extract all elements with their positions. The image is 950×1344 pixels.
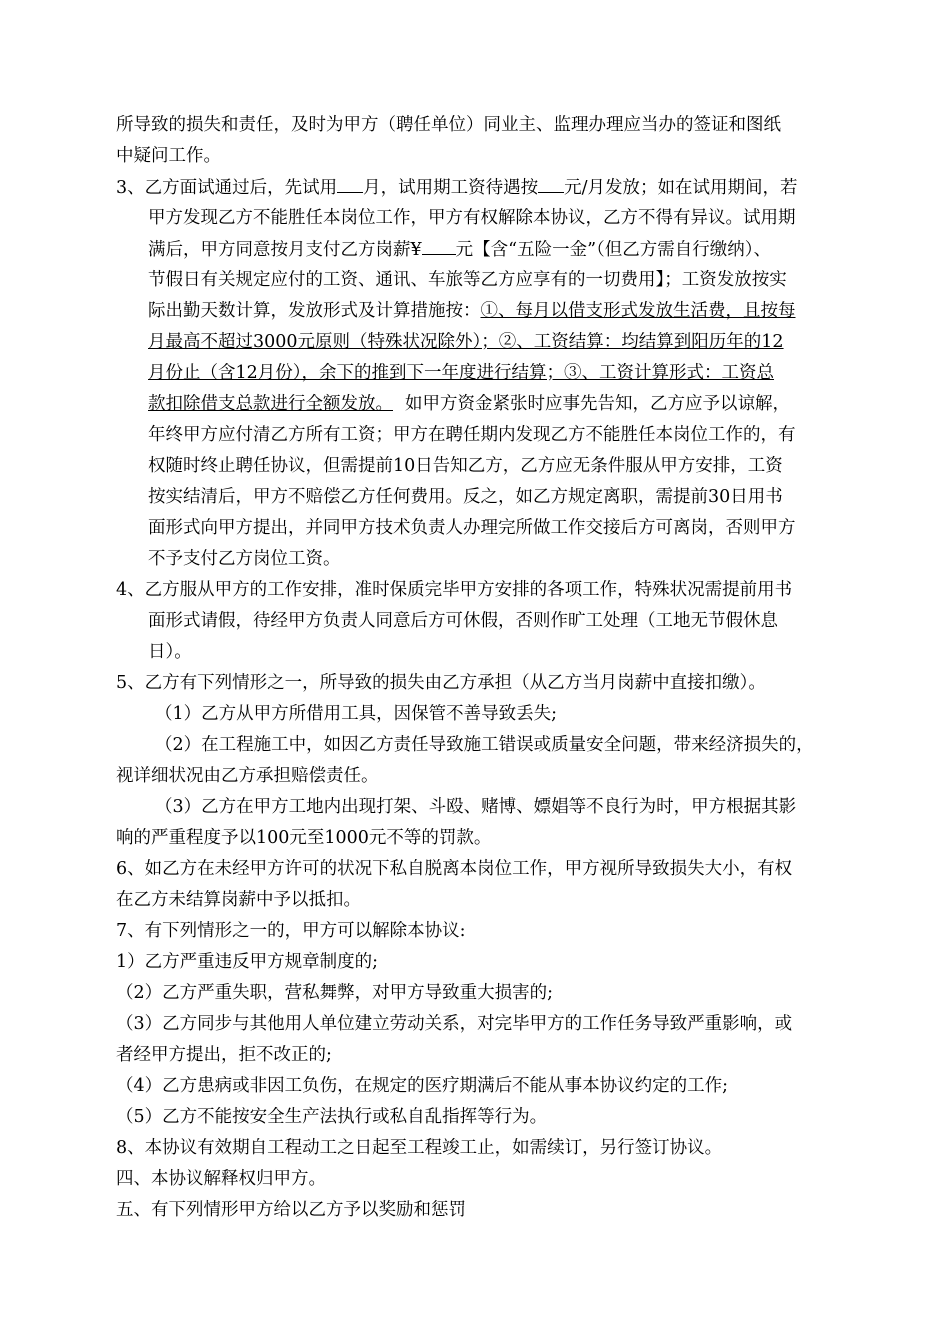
text-line: 年终甲方应付清乙方所有工资；甲方在聘任期内发现乙方不能胜任本岗位工作的，有 <box>148 425 796 445</box>
text-line: （4）乙方患病或非因工负伤，在规定的医疗期满后不能从事本协议约定的工作; <box>116 1076 729 1096</box>
text-line: 4、乙方服从甲方的工作安排，准时保质完毕甲方安排的各项工作，特殊状况需提前用书 <box>116 580 793 600</box>
text-line: 6、如乙方在未经甲方许可的状况下私自脱离本岗位工作，甲方视所导致损失大小，有权 <box>116 859 793 879</box>
text-line: 节假日有关规定应付的工资、通讯、车旅等乙方应享有的一切费用】；工资发放按实 <box>148 270 787 290</box>
text-line <box>148 298 796 324</box>
text-line: 不予支付乙方岗位工资。 <box>148 549 341 569</box>
text-segment: 3、乙方面试通过后，先试用 <box>116 178 338 198</box>
text-line: （3）乙方在甲方工地内出现打架、斗殴、赌博、嫖娼等不良行为时，甲方根据其影 <box>155 797 797 817</box>
text-line: 所导致的损失和责任，及时为甲方（聘任单位）同业主、监理办理应当办的签证和图纸 <box>116 115 781 135</box>
text-line: 者经甲方提出，拒不改正的; <box>116 1045 332 1065</box>
text-segment: 元/月发放；如在试用期间，若 <box>564 178 798 198</box>
text-line: 1）乙方严重违反甲方规章制度的; <box>116 952 379 972</box>
text-line <box>116 174 798 201</box>
underlined-text-line: 月最高不超过3000元原则（特殊状况除外）；②、工资结算：均结算到阳历年的12 <box>148 332 784 352</box>
text-segment: 元【含“五险一金”（但乙方需自行缴纳）、 <box>455 240 772 260</box>
blank-field <box>422 236 456 255</box>
text-line: 日）。 <box>148 642 192 662</box>
text-segment: 月，试用期工资待遇按 <box>363 178 539 198</box>
text-line: 四、本协议解释权归甲方。 <box>116 1169 326 1189</box>
text-line: 8、本协议有效期自工程动工之日起至工程竣工止，如需续订，另行签订协议。 <box>116 1138 723 1158</box>
blank-field <box>538 174 564 193</box>
underlined-text-line: 月份止（含12月份），余下的推到下一年度进行结算；③、工资计算形式：工资总 <box>148 363 775 383</box>
text-line: 响的严重程度予以100元至1000元不等的罚款。 <box>116 828 492 848</box>
blank-field <box>337 174 363 193</box>
text-line: （2）在工程施工中，如因乙方责任导致施工错误或质量安全问题，带来经济损失的， <box>155 735 814 755</box>
text-segment: 如甲方资金紧张时应事先告知，乙方应予以谅解， <box>405 394 790 414</box>
underlined-text: 款扣除借支总款进行全额发放。 <box>148 394 393 414</box>
text-line: 中疑问工作。 <box>116 146 221 166</box>
text-line: （3）乙方同步与其他用人单位建立劳动关系，对完毕甲方的工作任务导致严重影响，或 <box>116 1014 793 1034</box>
text-line: 面形式向甲方提出，并同甲方技术负责人办理完所做工作交接后方可离岗，否则甲方 <box>148 518 796 538</box>
text-segment: 际出勤天数计算，发放形式及计算措施按： <box>148 301 481 321</box>
text-line: 视详细状况由乙方承担赔偿责任。 <box>116 766 379 786</box>
underlined-text: ①、每月以借支形式发放生活费，且按每 <box>480 301 796 321</box>
text-line: 在乙方未结算岗薪中予以抵扣。 <box>116 890 361 910</box>
text-line <box>148 391 790 417</box>
text-line: （5）乙方不能按安全生产法执行或私自乱指挥等行为。 <box>116 1107 548 1127</box>
text-segment: 满后，甲方同意按月支付乙方岗薪¥ <box>148 240 422 260</box>
text-line: 五、有下列情形甲方给以乙方予以奖励和惩罚 <box>116 1200 466 1220</box>
text-line: 权随时终止聘任协议，但需提前10日告知乙方，乙方应无条件服从甲方安排，工资 <box>148 456 783 476</box>
text-line: （2）乙方严重失职，营私舞弊，对甲方导致重大损害的; <box>116 983 554 1003</box>
text-line: 面形式请假，待经甲方负责人同意后方可休假，否则作旷工处理（工地无节假休息 <box>148 611 778 631</box>
text-line <box>148 236 771 263</box>
text-line: 按实结清后，甲方不赔偿乙方任何费用。反之，如乙方规定离职，需提前30日用书 <box>148 487 783 507</box>
text-line: 5、乙方有下列情形之一，所导致的损失由乙方承担（从乙方当月岗薪中直接扣缴）。 <box>116 673 766 693</box>
text-line: （1）乙方从甲方所借用工具，因保管不善导致丢失; <box>155 704 558 724</box>
text-line: 7、有下列情形之一的，甲方可以解除本协议: <box>116 921 466 941</box>
text-line: 甲方发现乙方不能胜任本岗位工作，甲方有权解除本协议，乙方不得有异议。试用期 <box>148 208 796 228</box>
